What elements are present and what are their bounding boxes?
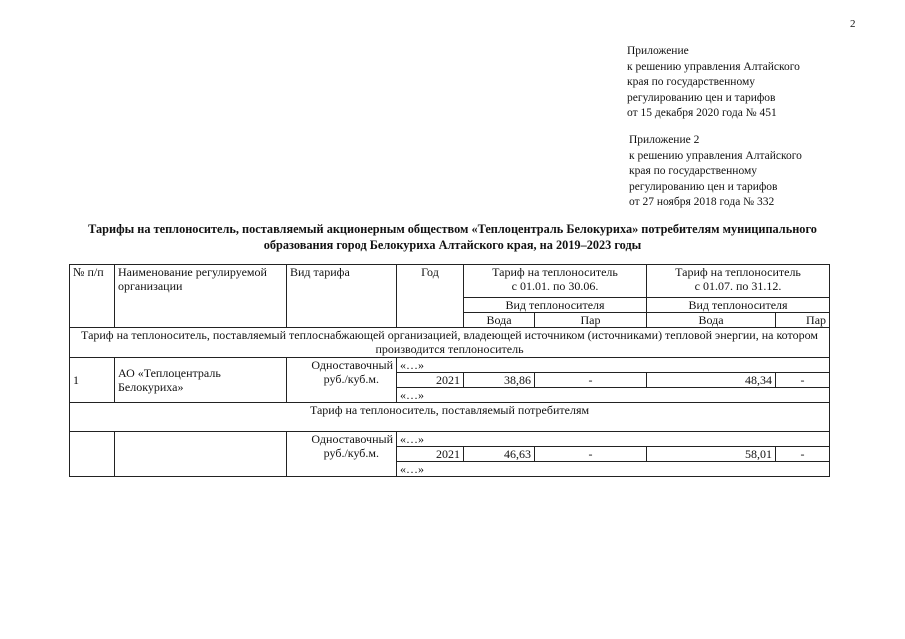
tariff-type: [287, 358, 397, 403]
appendix-line: края по государственному: [627, 76, 755, 88]
header-year: Год: [397, 265, 464, 328]
appendix-header-1: [627, 44, 800, 122]
header-coolant-kind-h1: Вид теплоносителя: [464, 298, 647, 313]
steam-h2-value: -: [776, 373, 830, 388]
ellipsis-row: «…»: [397, 388, 830, 403]
header-tariff-h1-title: Тариф на теплоноситель: [492, 265, 618, 279]
organization-empty: [115, 432, 287, 477]
document-title: [60, 221, 845, 253]
header-coolant-kind-h2: Вид теплоносителя: [647, 298, 830, 313]
header-tariff-h1: [464, 265, 647, 298]
appendix-line: Приложение 2: [629, 134, 700, 146]
appendix-line: к решению управления Алтайского: [627, 60, 800, 73]
ellipsis-row: «…»: [397, 432, 830, 447]
header-tariff-h2: [647, 265, 830, 298]
page-number: 2: [850, 18, 856, 30]
ellipsis-row: «…»: [397, 358, 830, 373]
section2-title: Тариф на теплоноситель, поставляемый потребителям: [70, 403, 830, 432]
header-organization: Наименование регулируемой организации: [115, 265, 287, 328]
title-line: Тарифы на теплоноситель, поставляемый акционерным обществом «Теплоцентраль Белокуриха» потребителям муниципального: [88, 222, 817, 236]
steam-h1-value: -: [535, 373, 647, 388]
appendix-line: от 27 ноября 2018 года № 332: [629, 196, 775, 208]
appendix-line: к решению управления Алтайского: [629, 149, 802, 162]
steam-h2-value: -: [776, 447, 830, 462]
appendix-line: от 15 декабря 2020 года № 451: [627, 107, 777, 119]
steam-h1-value: -: [535, 447, 647, 462]
tariff-type: [287, 432, 397, 477]
organization-name: АО «Теплоцентраль Белокуриха»: [115, 358, 287, 403]
header-num: № п/п: [70, 265, 115, 328]
title-line: образования город Белокуриха Алтайского края, на 2019–2023 годы: [263, 238, 642, 252]
header-tariff-h2-title: Тариф на теплоноситель: [675, 265, 801, 279]
header-tariff-h1-period: с 01.01. по 30.06.: [511, 279, 599, 293]
water-h2-value: 48,34: [647, 373, 776, 388]
year-cell: 2021: [397, 447, 464, 462]
appendix-header-2: [629, 133, 802, 211]
tariff-type-unit: руб./куб.м.: [323, 372, 379, 386]
header-steam-h1: Пар: [535, 313, 647, 328]
header-tariff-h2-period: с 01.07. по 31.12.: [694, 279, 782, 293]
ellipsis-row: «…»: [397, 462, 830, 477]
water-h1-value: 38,86: [464, 373, 535, 388]
appendix-line: Приложение: [627, 45, 689, 57]
tariff-type-name: Одноставочный: [311, 432, 393, 446]
water-h1-value: 46,63: [464, 447, 535, 462]
header-tariff-type: Вид тарифа: [287, 265, 397, 328]
water-h2-value: 58,01: [647, 447, 776, 462]
header-water-h1: Вода: [464, 313, 535, 328]
appendix-line: регулированию цен и тарифов: [629, 180, 778, 193]
row-number-empty: [70, 432, 115, 477]
header-water-h2: Вода: [647, 313, 776, 328]
appendix-line: регулированию цен и тарифов: [627, 91, 776, 104]
tariff-type-unit: руб./куб.м.: [323, 446, 379, 460]
section1-title: Тариф на теплоноситель, поставляемый теплоснабжающей организацией, владеющей источником (источниками) тепловой энергии, на котором производится теплоноситель: [70, 328, 830, 358]
appendix-line: края по государственному: [629, 165, 757, 177]
tariff-table: [69, 264, 830, 477]
row-number: 1: [70, 358, 115, 403]
header-steam-h2: Пар: [776, 313, 830, 328]
year-cell: 2021: [397, 373, 464, 388]
tariff-type-name: Одноставочный: [311, 358, 393, 372]
